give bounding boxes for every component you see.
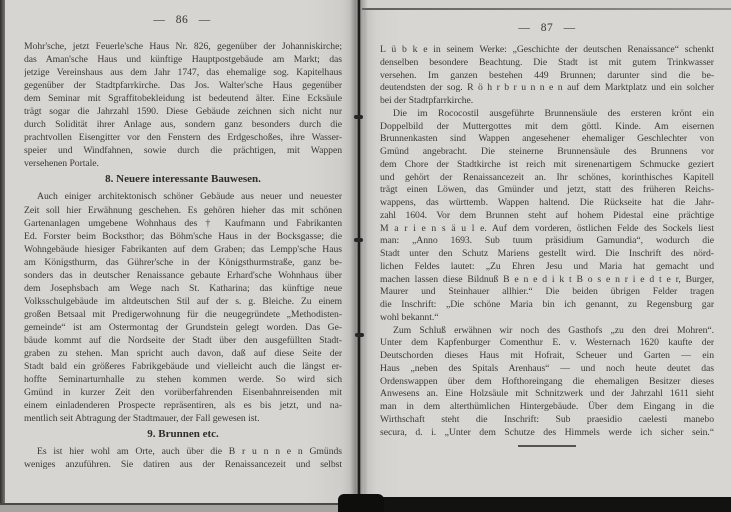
text-line: deutendsten der sog. R ö h r b r u n n e n auf dem Marktplatz und ein solcher xyxy=(380,82,714,94)
text-line: secura, d. i. „Unter dem Schutze des Himmels werde ich sicher sein.“ xyxy=(380,426,714,438)
text-line: Zeit soll hier Erwähnung geschehen. Es gehören hieher das mit schönen xyxy=(24,204,342,216)
text-line: Stadt unter den Schutz Mariens gestellt wird. Die Inschrift des nörd- xyxy=(380,248,714,259)
text-line: M a r i e n s ä u l e. Auf dem vorderen, östlichen Felde des Sockels liest xyxy=(380,222,714,234)
text-line: Doppelbild der Muttergottes mit dem göttl. Kinde. Am eisernen xyxy=(380,120,714,132)
text-line: großen Betsaal mit Predigerwohnung für die neugegründete „Methodisten- xyxy=(24,308,342,320)
text-line: Auch einiger architektonisch schöner Gebäude aus neuer und neuester xyxy=(37,191,342,203)
text-line: Es ist hier wohl am Orte, auch über die B r u n n e n Gmünds xyxy=(37,446,342,458)
text-line: Wirthschaft steht die Inschrift: Sub praesidio caelesti manebo xyxy=(380,413,714,425)
paragraph xyxy=(380,108,714,325)
text-line: wohl bekannt.“ xyxy=(380,311,439,323)
text-line: prachtvollen Eisengitter vor den Fenstern des Erdgeschoßes, ihre Wasser- xyxy=(24,132,342,144)
paragraph xyxy=(380,325,714,440)
text-line: Volksschulgebäude im altdeutschen Stil auf der s. g. Bleiche. Zu einem xyxy=(24,295,342,307)
page-86-content xyxy=(24,40,342,471)
text-line: Stadt bald ein größeres Fabrikgebäude und vielleicht auch die längst er- xyxy=(24,361,342,373)
gutter-bottom-shadow xyxy=(338,494,384,512)
page-number-header-86: — 86 — xyxy=(153,14,211,26)
text-line: Mohr'sche, jetzt Feuerle'sche Haus Nr. 826, gegenüber der Johanniskirche; xyxy=(24,41,342,52)
book-gutter-line xyxy=(358,0,360,512)
text-line: Wohngebäude hiesiger Fabrikanten auf dem Graben; das Lempp'sche Haus xyxy=(24,243,342,255)
text-line: gegenüber der Stadtpfarrkirche. Das Jos. Walter'sche Haus gegenüber xyxy=(24,80,342,92)
text-line: Zum Schluß erwähnen wir noch des Gasthofs „zu den drei Mohren“. xyxy=(393,324,714,336)
text-line: die Inschrift: „Die schöne Maria bin ich genannt, zu Regensburg gar xyxy=(380,299,714,310)
text-line: durch Solidität ihrer Anlage aus, sondern ganz besonders durch die xyxy=(24,119,342,131)
text-line: sonders das in deutscher Renaissance gebaute Erhard'sche Wohnhaus über xyxy=(24,269,342,281)
text-line: dem Chore der Stadtkirche ist reich mit sirenenartigem Schmucke geziert xyxy=(380,158,714,170)
scan-bottom-shadow xyxy=(350,497,731,512)
text-line: L ü b k e in seinem Werke: „Geschichte der deutschen Renaissance“ schenkt xyxy=(380,44,714,55)
section-end-rule xyxy=(518,445,576,447)
text-line: Ed. Forster beim Bocksthor; das Böhm'sche Haus in der Bocksgasse; die xyxy=(24,230,342,242)
text-line: weniges anzuführen. Sie datiren aus der Renaissancezeit und selbst xyxy=(24,459,342,471)
text-line: man in dem alterthümlichen Hintergebäude. Über dem Eingang in die xyxy=(380,401,714,412)
binding-mark xyxy=(354,238,363,242)
paragraph xyxy=(24,445,342,471)
binding-mark xyxy=(355,333,364,337)
text-line: Maurer und Steinhauer allhier.“ Die beiden übrigen Felder tragen xyxy=(380,286,714,298)
text-line: graben zu stehen. Man spricht auch davon, daß auf diese Seite der xyxy=(24,348,342,360)
text-line: jetzige Vereinshaus aus dem Jahr 1747, das ehemalige sog. Kapitelhaus xyxy=(24,67,342,79)
text-line: mentlich seit Abtragung der Stadtmauer, der Fall gewesen ist. xyxy=(24,413,260,425)
text-line: Gartenanlagen umgebene Wohnhaus des † Kaufmann und Fabrikanten xyxy=(24,217,342,229)
text-line: denselben besondere Beachtung. Die Stadt ist mit gutem Trinkwasser xyxy=(380,56,714,68)
paragraph xyxy=(24,40,342,170)
text-line: machen lassen diese Bildnuß B e n e d i k t B o s e n r i e d t e r, Burger, xyxy=(380,273,714,285)
text-line: lichen Feldes lautet: „Zu Ehren Jesu und Maria hat gemacht und xyxy=(380,260,714,272)
text-line: Gmünd in kurzer Zeit den vorüberfahrenden Eisenbahnreisenden mit xyxy=(24,387,342,399)
paragraph xyxy=(380,44,714,108)
text-line: Haus „neben des Spitals Arenhaus“ — und noch heute deutet das xyxy=(380,362,714,374)
scan-left-edge-shadow xyxy=(0,0,5,512)
text-line: und gehört der Renaissancezeit an. Ihr schönes, korinthisches Kapitell xyxy=(380,171,714,183)
text-line: Anwesens an. Eine Holzsäule mit Schnitzwerk und der Jahrzahl 1611 sieht xyxy=(380,388,714,400)
text-line: am Königsthurm, das Gührer'sche in der Königsthurmstraße, ganz be- xyxy=(24,256,342,268)
text-line: bäude kommt auf die Nordseite der Stadt über den ausgefüllten Stadt- xyxy=(24,334,342,346)
text-line: versehen. Im ganzen bestehen 449 Brunnen; darunter sind die be- xyxy=(380,69,714,81)
text-line: hoffte Seminarturnhalle zu stehen kommen werde. So wird sich xyxy=(24,374,342,386)
page-87-top-edge xyxy=(362,8,731,10)
paragraph xyxy=(24,190,342,425)
page-87-content xyxy=(380,44,714,447)
text-line: wappens, das württemb. Wappen haltend. Die Rückseite hat die Jahr- xyxy=(380,197,714,208)
text-line: bei der Stadtpfarrkirche. xyxy=(380,95,474,106)
text-line: speier und Windfahnen, sowie durch die prächtigen, mit Wappen xyxy=(24,145,342,157)
text-line: Deutschorden dieses Haus mit Hofrait, Scheuer und Garten — ein xyxy=(380,350,714,361)
text-line: dem Josephsbach am Wege nach St. Katharina; das künftige neue xyxy=(24,282,342,294)
text-line: gemeinde“ ist am Ostermontag der Grundstein gelegt worden. Das Ge- xyxy=(24,321,342,333)
text-line: Brunnenkasten sind Wappen angesehener ehemaliger Geschlechter von xyxy=(380,133,714,145)
text-line: Die im Rococostil ausgeführte Brunnensäule des ersteren krönt ein xyxy=(393,107,714,119)
text-line: Gmünd angebracht. Die steinerne Brunnensäule des Brunnens vor xyxy=(380,146,714,157)
text-line: man: „Anno 1693. Sub tuum präsidium Gamundia“, wodurch die xyxy=(380,235,714,247)
text-line: zahl 1604. Vor dem Brunnen steht auf hohem Pidestal eine prächtige xyxy=(380,209,714,221)
page-86-bottom-edge xyxy=(0,503,360,512)
text-line: das Aman'sche Haus und künftige Hauptpostgebäude am Markt; das xyxy=(24,54,342,66)
text-line: versehenen Portale. xyxy=(24,158,99,170)
page-number-header-87: — 87 — xyxy=(518,22,576,34)
binding-mark xyxy=(354,115,363,119)
text-line: trägt einen Löwen, das Gmünder und jetzt, statt des früheren Reichs- xyxy=(380,184,714,196)
text-line: Ordenswappen über dem Hofthoreingang die ehemaligen Besitzer dieses xyxy=(380,375,714,387)
section-heading: 9. Brunnen etc. xyxy=(147,428,219,441)
text-line: Unter dem Kapfenburger Comenthur E. v. Westernach 1620 kaufte der xyxy=(380,337,714,349)
section-heading: 8. Neuere interessante Bauwesen. xyxy=(105,173,261,186)
text-line: einem einladenderen Prospecte repräsentiren, als es bis jetzt, und na- xyxy=(24,400,342,412)
text-line: dem Seminar mit Sgraffitobekleidung ist bedeutend älter. Eine Ecksäule xyxy=(24,93,342,105)
text-line: trägt sogar die Jahrzahl 1590. Diese Gebäude zeichnen sich nicht nur xyxy=(24,106,342,118)
